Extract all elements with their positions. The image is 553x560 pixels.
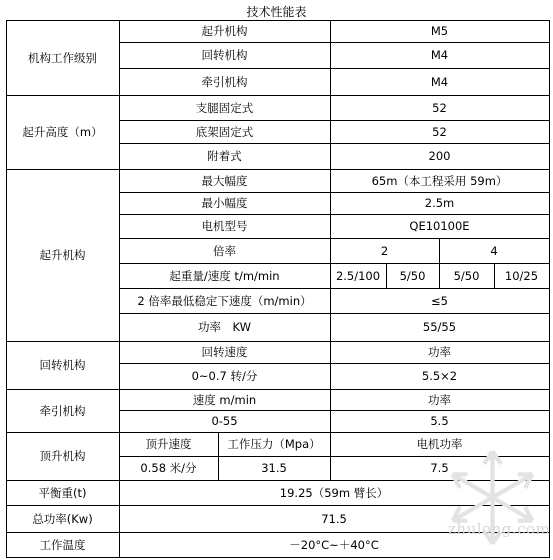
counterweight-label: 平衡重(t) [38,485,87,500]
row-divider [6,169,550,170]
column-divider [386,263,387,288]
work-temperature-value: －20°C~＋40°C [289,537,379,552]
height-row-value: 200 [428,149,451,163]
ratio-label: 倍率 [213,243,236,258]
watermark-text: zhulong.com [448,520,551,538]
min-radius-value: 2.5m [424,196,455,210]
slewing-speed-header: 回转速度 [201,345,248,359]
table-border [6,20,550,21]
row-divider [119,192,550,193]
column-divider [494,263,495,288]
load-speed-value: 2.5/100 [335,268,381,283]
row-divider [119,143,550,144]
mechanism-row-name: 牵引机构 [201,74,248,89]
lift-height-label: 起升高度（m） [22,125,103,139]
work-temperature-label: 工作温度 [39,537,86,552]
hoist-power-label: 功率 KW [197,320,251,334]
trolley-mechanism-label: 牵引机构 [39,403,86,418]
height-row-value: 52 [432,100,447,115]
hoist-power-value: 55/55 [422,320,457,334]
height-row-name: 底架固定式 [195,124,254,139]
row-divider [119,68,550,69]
table-border [6,20,7,558]
table-title: 技术性能表 [246,5,307,19]
height-row-name: 支腿固定式 [195,100,254,115]
table-border [6,557,550,558]
motor-model-label: 电机型号 [201,219,248,233]
hoist-mechanism-label: 起升机构 [39,248,86,262]
row-divider [119,238,550,239]
max-radius-label: 最大幅度 [201,173,248,188]
load-speed-value: 5/50 [399,268,426,283]
working-pressure-value: 31.5 [261,461,287,475]
row-divider [6,432,550,433]
row-divider [119,288,550,289]
mechanism-row-name: 起升机构 [201,24,248,38]
load-speed-label: 起重量/速度 t/m/min [169,268,280,283]
counterweight-value: 19.25（59m 臂长） [279,485,389,500]
height-row-value: 52 [432,124,447,139]
mechanism-row-value: M4 [430,48,449,62]
row-divider [119,214,550,215]
height-row-name: 附着式 [207,149,242,163]
slewing-power-value: 5.5×2 [421,369,458,383]
mechanism-row-name: 回转机构 [201,48,248,62]
max-radius-value: 65m（本工程采用 59m） [371,173,508,188]
trolley-power-header: 功率 [428,392,451,407]
mechanism-row-value: M4 [430,74,449,89]
table-border [549,20,550,558]
slewing-power-header: 功率 [428,345,451,359]
ratio-value-2: 2 [380,243,389,258]
trolley-speed-value: 0-55 [211,414,238,428]
row-divider [119,313,550,314]
motor-power-value: 7.5 [430,461,449,475]
mechanism-row-value: M5 [430,24,449,38]
climbing-mechanism-label: 顶升机构 [39,449,86,463]
slewing-speed-value: 0~0.7 转/分 [191,369,258,383]
row-divider [119,42,550,43]
column-divider [330,20,331,480]
row-divider [6,341,550,342]
load-speed-value: 5/50 [453,268,480,283]
climbing-speed-header: 顶升速度 [145,437,192,451]
total-power-value: 71.5 [321,511,347,526]
row-divider [6,389,550,390]
stable-speed-label: 2 倍率最低稳定下速度（m/min） [137,293,312,308]
motor-power-header: 电机功率 [416,437,463,451]
motor-model-value: QE10100E [409,219,470,233]
min-radius-label: 最小幅度 [201,196,248,210]
working-pressure-header: 工作压力（Mpa） [227,437,321,451]
total-power-label: 总功率(Kw) [32,511,93,526]
climbing-speed-value: 0.58 米/分 [140,461,197,475]
row-divider [119,363,550,364]
row-divider [119,120,550,121]
trolley-speed-header: 速度 m/min [192,392,257,407]
load-speed-value: 10/25 [504,268,539,283]
stable-speed-value: ≤5 [431,293,448,308]
row-divider [119,263,550,264]
mechanism-level-label: 机构工作级别 [28,50,97,65]
ratio-value-4: 4 [490,243,498,258]
slewing-mechanism-label: 回转机构 [39,358,86,372]
trolley-power-value: 5.5 [430,414,449,428]
row-divider [6,95,550,96]
row-divider [119,410,550,411]
